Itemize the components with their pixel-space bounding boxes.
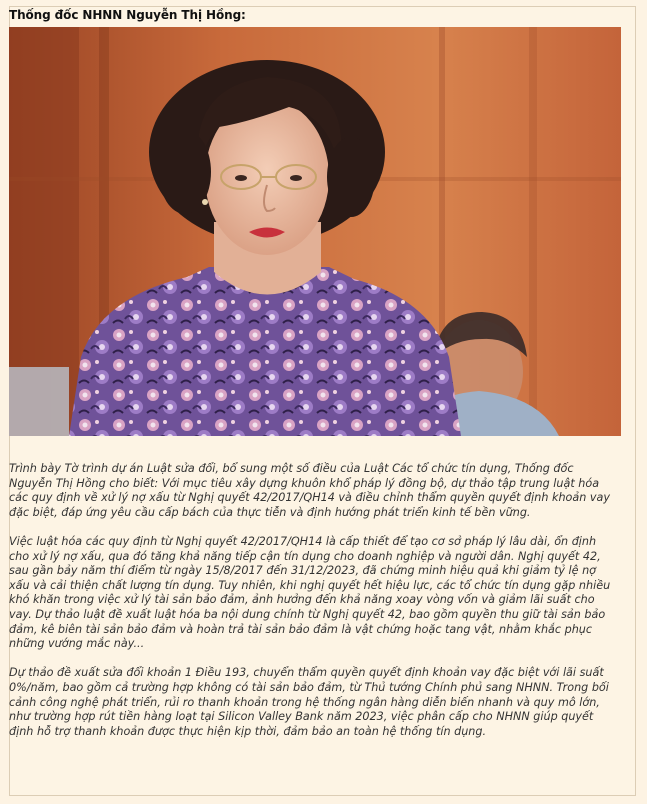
section-heading: Thống đốc NHNN Nguyễn Thị Hồng: [9, 8, 246, 22]
article-body [9, 462, 619, 754]
paragraph-3: Dự thảo đề xuất sửa đổi khoản 1 Điều 193, chuyển thẩm quyền quyết định khoản vay đặc biệt với lãi suất 0%/năm, bao gồm cả trường hợp không có tài sản bảo đảm, từ Thủ tướng Chính phủ sang NHNN. Trong bối cảnh công nghệ phát triển, rủi ro thanh khoản trong hệ thống ngân hàng diễn biến nhanh và quy mô lớn, như trường hợp rút tiền hàng loạt tại Silicon Valley Bank năm 2023, việc phân cấp cho NHNN giúp quyết định hỗ trợ thanh khoản được thực hiện kịp thời, đảm bảo an toàn hệ thống tín dụng. [9, 666, 609, 738]
portrait-illustration [9, 27, 621, 436]
paragraph-1: Trình bày Tờ trình dự án Luật sửa đổi, bổ sung một số điều của Luật Các tổ chức tín dụng, Thống đốc Nguyễn Thị Hồng cho biết: Với mục tiêu xây dựng khuôn khổ pháp lý đồng bộ, dự thảo tập trung luật hóa các quy định về xử lý nợ xấu từ Nghị quyết 42/2017/QH14 và điều chỉnh thẩm quyền quyết định khoản vay đặc biệt, đáp ứng yêu cầu cấp bách của thực tiễn và định hướng phát triển kinh tế bền vững. [9, 462, 610, 519]
paragraph-2: Việc luật hóa các quy định từ Nghị quyết 42/2017/QH14 là cấp thiết để tạo cơ sở pháp lý lâu dài, ổn định cho xử lý nợ xấu, qua đó tăng khả năng tiếp cận tín dụng cho doanh nghiệp và người dân. Nghị quyết 42, sau gần bảy năm thí điểm từ ngày 15/8/2017 đến 31/12/2023, đã chứng minh hiệu quả khi giảm tỷ lệ nợ xấu và cải thiện chất lượng tín dụng. Tuy nhiên, khi nghị quyết hết hiệu lực, các tổ chức tín dụng gặp nhiều khó khăn trong việc xử lý tài sản bảo đảm, ảnh hưởng đến khả năng xoay vòng vốn và giảm lãi suất cho vay. Dự thảo luật đề xuất luật hóa ba nội dung chính từ Nghị quyết 42, bao gồm quyền thu giữ tài sản bảo đảm, kê biên tài sản bảo đảm và hoàn trả tài sản bảo đảm là vật chứng hoặc tang vật, nhằm khắc phục những vướng mắc này... [9, 534, 611, 651]
portrait-photo [9, 27, 621, 436]
